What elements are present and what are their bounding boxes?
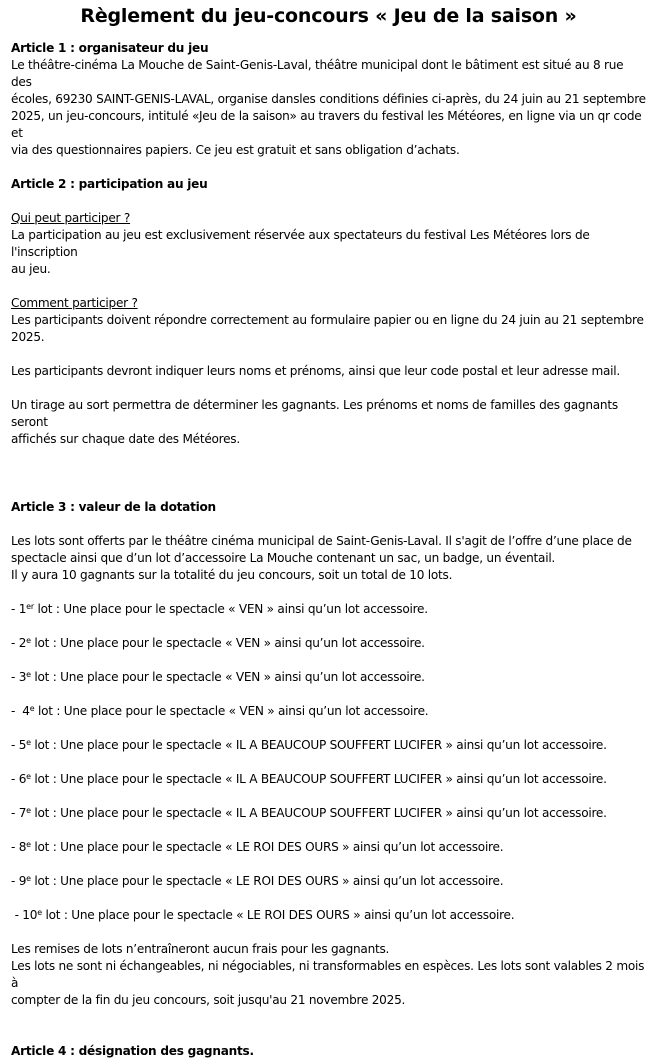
article-3-intro-line: spectacle ainsi que d’un lot d’accessoire La Mouche contenant un sac, un badge, un éventail. — [11, 551, 556, 565]
lot-ordinal: e — [29, 704, 35, 713]
lot-item — [11, 703, 646, 737]
lot-text: lot : Une place pour le spectacle « VEN » ainsi qu’un lot accessoire. — [30, 670, 425, 684]
article-1-line: via des questionnaires papiers. Ce jeu est gratuit et sans obligation d’achats. — [11, 143, 460, 157]
how-to-participate-line: Les participants doivent répondre correctement au formulaire papier ou en ligne du 24 juin au 21 septembre — [11, 313, 644, 327]
how-to-participate-heading: Comment participer ? — [11, 296, 138, 310]
lot-ordinal: e — [26, 874, 31, 883]
lot-number: - 2 — [11, 636, 27, 650]
lot-item — [11, 839, 646, 873]
lot-number: - 10 — [11, 908, 38, 922]
lot-number: - 5 — [11, 738, 27, 752]
lot-text: lot : Une place pour le spectacle « IL A BEAUCOUP SOUFFERT LUCIFER » ainsi qu’un lot accessoire. — [30, 738, 607, 752]
lot-ordinal: e — [26, 670, 31, 679]
article-1-heading: Article 1 : organisateur du jeu — [11, 41, 209, 55]
article-3-heading: Article 3 : valeur de la dotation — [11, 500, 216, 514]
lot-text: lot : Une place pour le spectacle « VEN » ainsi qu’un lot accessoire. — [34, 704, 429, 718]
lot-text: lot : Une place pour le spectacle « IL A BEAUCOUP SOUFFERT LUCIFER » ainsi qu’un lot accessoire. — [30, 772, 607, 786]
draw-line: Un tirage au sort permettra de déterminer les gagnants. Les prénoms et noms de familles des gagnants seront — [11, 398, 618, 429]
lot-ordinal: e — [26, 738, 31, 747]
article-4 — [11, 1043, 646, 1060]
draw-line: affichés sur chaque date des Météores. — [11, 432, 240, 446]
who-can-participate-heading: Qui peut participer ? — [11, 211, 131, 225]
article-3-closing-line: Les remises de lots n’entraîneront aucun frais pour les gagnants. — [11, 942, 390, 956]
lot-number: - 3 — [11, 670, 27, 684]
article-3-closing-line: Les lots ne sont ni échangeables, ni négociables, ni transformables en espèces. Les lots sont valables 2 mois à — [11, 959, 645, 990]
lot-ordinal: e — [26, 806, 31, 815]
participant-info-line: Les participants devront indiquer leurs noms et prénoms, ainsi que leur code postal et leur adresse mail. — [11, 364, 620, 378]
lot-number: - 1 — [11, 602, 27, 616]
lot-item — [11, 771, 646, 805]
article-3 — [11, 499, 646, 1009]
lot-number: - 4 — [11, 704, 30, 718]
lot-number: - 9 — [11, 874, 27, 888]
article-2-heading: Article 2 : participation au jeu — [11, 177, 208, 191]
lot-text: lot : Une place pour le spectacle « IL A BEAUCOUP SOUFFERT LUCIFER » ainsi qu’un lot accessoire. — [30, 806, 607, 820]
lot-item — [11, 635, 646, 669]
article-3-intro-line: Il y aura 10 gagnants sur la totalité du jeu concours, soit un total de 10 lots. — [11, 568, 453, 582]
lot-text: lot : Une place pour le spectacle « LE ROI DES OURS » ainsi qu’un lot accessoire. — [30, 840, 504, 854]
lot-number: - 6 — [11, 772, 27, 786]
lot-text: lot : Une place pour le spectacle « VEN » ainsi qu’un lot accessoire. — [30, 636, 425, 650]
lot-text: lot : Une place pour le spectacle « VEN » ainsi qu’un lot accessoire. — [33, 602, 428, 616]
who-can-participate-line: au jeu. — [11, 262, 51, 276]
article-1-line: écoles, 69230 SAINT-GENIS-LAVAL, organise dansles conditions définies ci-après, du 24 juin au 21 septembre — [11, 92, 646, 106]
lot-number: - 8 — [11, 840, 27, 854]
lot-item — [11, 907, 646, 941]
article-3-closing-line: compter de la fin du jeu concours, soit jusqu'au 21 novembre 2025. — [11, 993, 406, 1007]
lot-number: - 7 — [11, 806, 27, 820]
article-4-heading: Article 4 : désignation des gagnants. — [11, 1044, 254, 1058]
how-to-participate-line: 2025. — [11, 330, 45, 344]
lot-item — [11, 669, 646, 703]
article-1-line: Le théâtre-cinéma La Mouche de Saint-Genis-Laval, théâtre municipal dont le bâtiment est situé au 8 rue des — [11, 58, 624, 89]
article-1 — [11, 40, 646, 159]
lot-text: lot : Une place pour le spectacle « LE ROI DES OURS » ainsi qu’un lot accessoire. — [41, 908, 515, 922]
who-can-participate-line: La participation au jeu est exclusivement réservée aux spectateurs du festival Les Météores lors de l'inscription — [11, 228, 590, 259]
document-title: Règlement du jeu-concours « Jeu de la saison » — [80, 5, 577, 27]
lot-ordinal: e — [26, 772, 31, 781]
article-3-intro-line: Les lots sont offerts par le théâtre cinéma municipal de Saint-Genis-Laval. Il s'agit de l’offre d’une place de — [11, 534, 632, 548]
lot-ordinal: e — [26, 636, 31, 645]
lots-list — [11, 601, 646, 941]
article-2 — [11, 176, 646, 448]
lot-ordinal: er — [26, 602, 34, 611]
article-1-line: 2025, un jeu-concours, intitulé «Jeu de la saison» au travers du festival les Météores, en ligne via un qr code et — [11, 109, 642, 140]
lot-item — [11, 873, 646, 907]
lot-text: lot : Une place pour le spectacle « LE ROI DES OURS » ainsi qu’un lot accessoire. — [30, 874, 504, 888]
lot-ordinal: e — [37, 908, 42, 917]
lot-item — [11, 737, 646, 771]
lot-item — [11, 805, 646, 839]
lot-item — [11, 601, 646, 635]
lot-ordinal: e — [26, 840, 31, 849]
